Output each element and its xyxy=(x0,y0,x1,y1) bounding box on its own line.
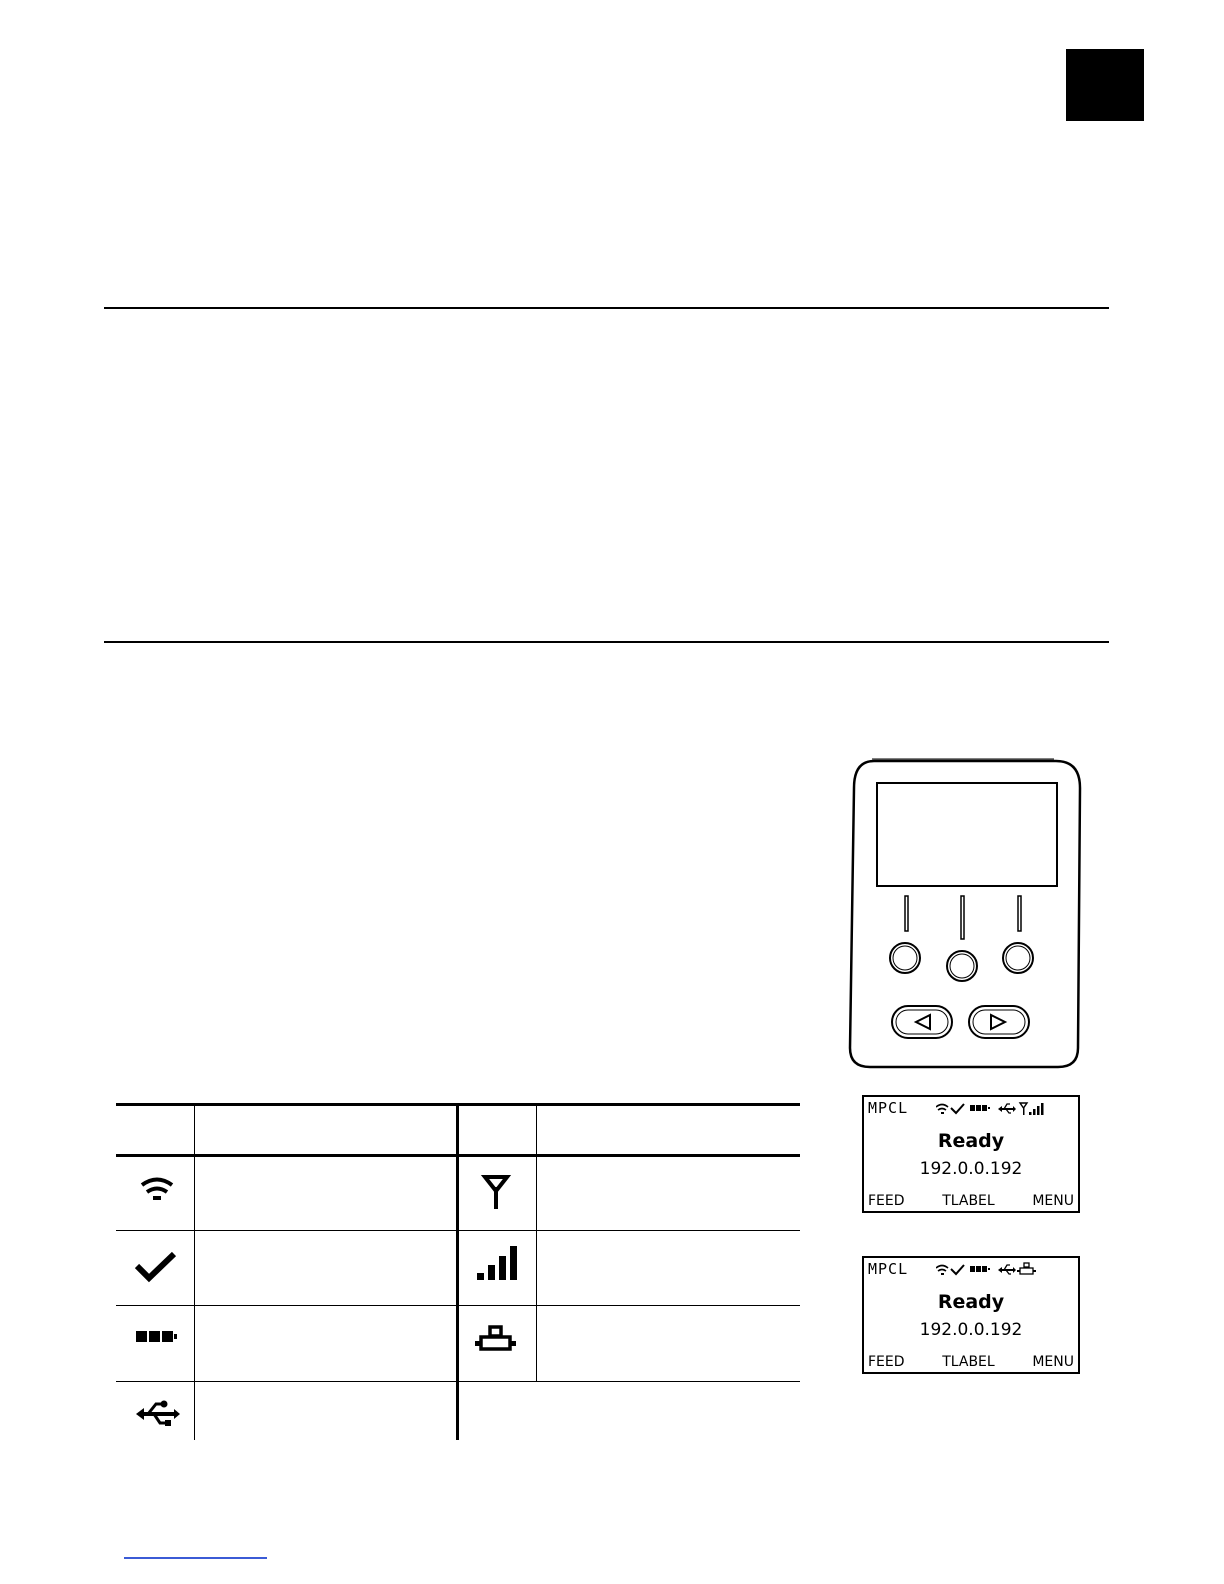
table-column-rule xyxy=(194,1103,195,1440)
table-column-rule xyxy=(456,1103,459,1440)
lcd-status-icons xyxy=(936,1099,1076,1119)
wifi-icon xyxy=(936,1266,948,1276)
lcd-status-text: Ready xyxy=(937,1130,1005,1152)
ethernet-icon xyxy=(1017,1263,1036,1274)
lcd-softkey-labels xyxy=(868,1354,1074,1370)
lcd-screen-ethernet xyxy=(862,1256,1080,1374)
status-icon-table xyxy=(116,1103,800,1440)
battery-icon xyxy=(970,1105,990,1111)
wifi-icon xyxy=(936,1105,948,1115)
softkey-menu: MENU xyxy=(1032,1193,1074,1209)
softkey-feed: FEED xyxy=(868,1193,905,1209)
wifi-icon xyxy=(132,1173,182,1213)
antenna-icon xyxy=(471,1173,521,1213)
lcd-screen-wireless xyxy=(862,1095,1080,1213)
section-tab xyxy=(1066,49,1144,121)
lcd-mode: MPCL xyxy=(868,1099,909,1117)
section-divider-bottom xyxy=(104,641,1109,643)
footer-link-underline[interactable] xyxy=(124,1557,267,1559)
softkey-feed: FEED xyxy=(868,1354,905,1370)
table-column-rule xyxy=(536,1103,537,1381)
left-arrow-button xyxy=(892,1006,952,1038)
lcd-status-text: Ready xyxy=(937,1291,1005,1313)
antenna-icon xyxy=(1020,1103,1027,1115)
signal-strength-icon xyxy=(1029,1103,1044,1115)
checkmark-icon xyxy=(132,1248,182,1288)
softkey-tlabel: TLABEL xyxy=(942,1193,995,1209)
lcd-ip-address: 192.0.0.192 xyxy=(919,1320,1023,1340)
ethernet-icon xyxy=(471,1323,521,1363)
usb-icon xyxy=(998,1104,1016,1113)
usb-icon xyxy=(998,1265,1016,1274)
softkey-tlabel: TLABEL xyxy=(942,1354,995,1370)
signal-strength-icon xyxy=(471,1243,521,1283)
lcd-ip-address: 192.0.0.192 xyxy=(919,1159,1023,1179)
battery-icon xyxy=(132,1323,182,1363)
right-arrow-button xyxy=(969,1006,1029,1038)
softkey-menu: MENU xyxy=(1032,1354,1074,1370)
display-window xyxy=(877,783,1057,886)
lcd-status-icons xyxy=(936,1260,1076,1280)
checkmark-icon xyxy=(951,1265,964,1274)
lcd-mode: MPCL xyxy=(868,1260,909,1278)
battery-icon xyxy=(970,1266,990,1272)
section-divider-top xyxy=(104,307,1109,309)
control-panel-illustration xyxy=(846,758,1084,1070)
checkmark-icon xyxy=(951,1104,964,1113)
usb-icon xyxy=(132,1395,182,1435)
lcd-softkey-labels xyxy=(868,1193,1074,1209)
